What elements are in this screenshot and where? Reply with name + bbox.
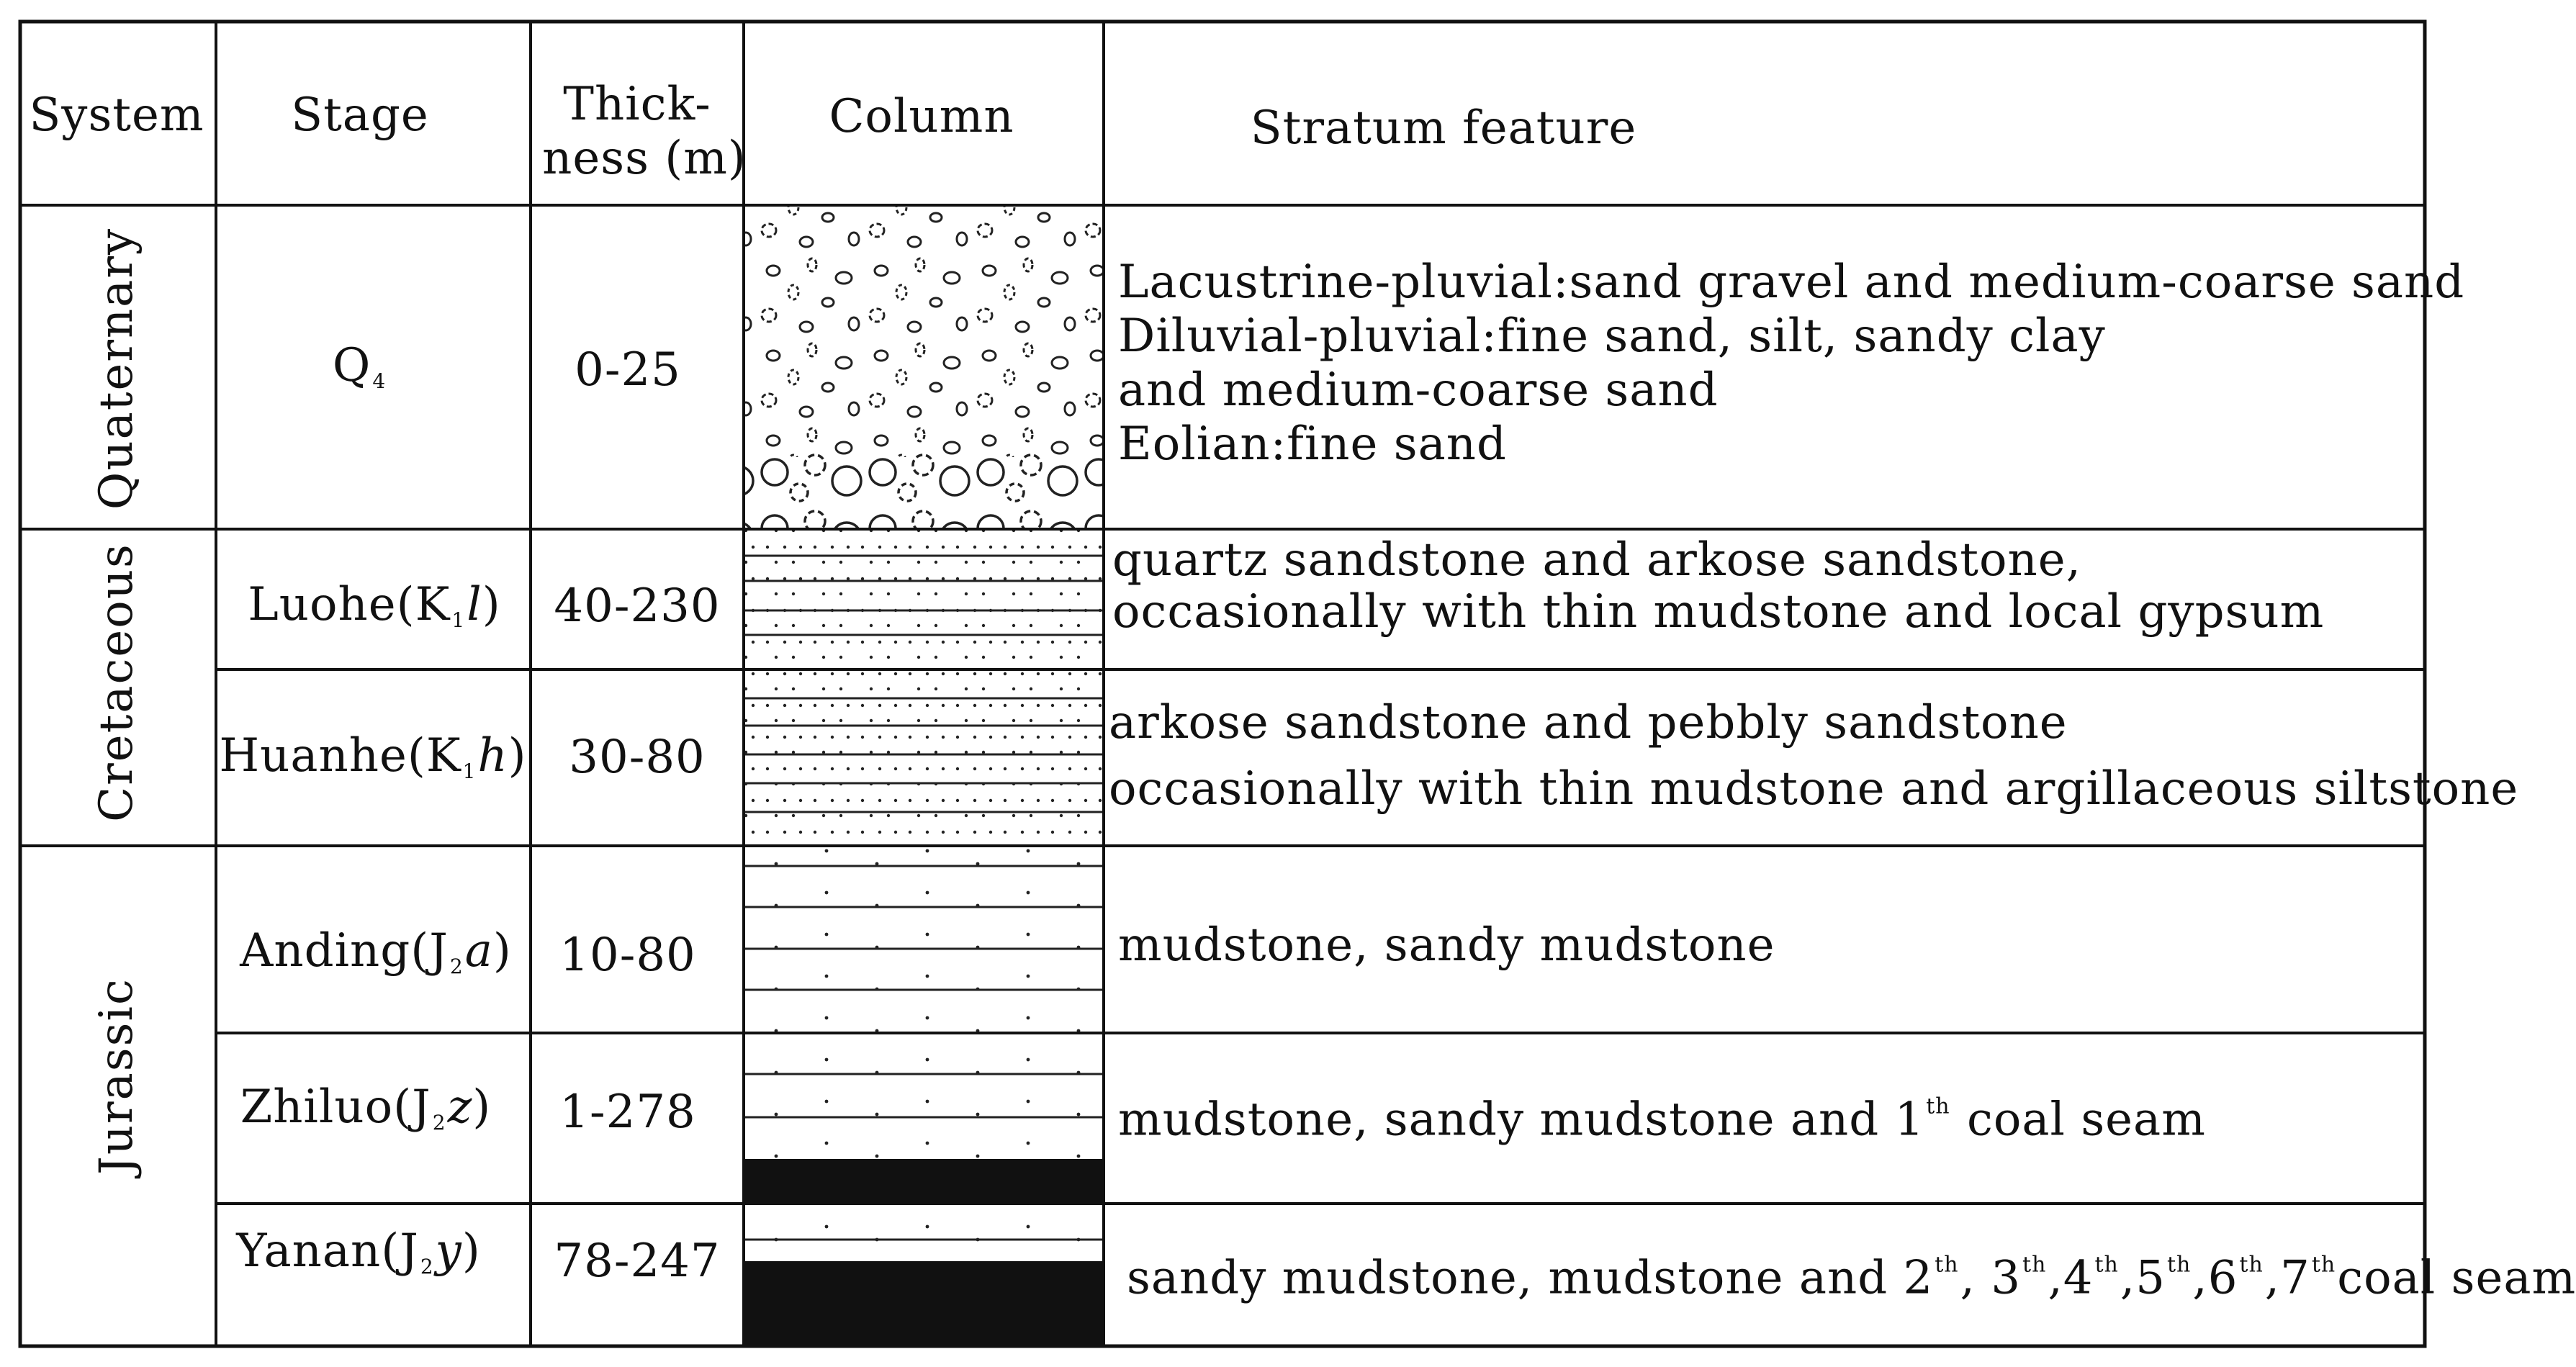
header-stratum-feature: Stratum feature (1250, 101, 1637, 155)
feature-text: ,7 (2264, 1251, 2310, 1305)
feature-yanan (1127, 1251, 2576, 1305)
stage-anding (240, 924, 512, 978)
thickness-huanhe: 30-80 (569, 731, 706, 784)
column-coal-seam-yanan (744, 1261, 1104, 1346)
system-cretaceous: Cretaceous (90, 543, 143, 822)
column-sandstone-fill-huanhe (745, 669, 1102, 846)
ordinal-suffix: th (2166, 1252, 2192, 1278)
feature-text: mudstone, sandy mudstone and 1 (1118, 1093, 1925, 1147)
stage-close: ) (482, 578, 501, 631)
stage-subscript: 2 (432, 1111, 446, 1134)
stage-subscript: 2 (449, 955, 464, 978)
feature-text: sandy mudstone, mudstone and 2 (1127, 1251, 1934, 1305)
stage-subscript: 1 (462, 759, 477, 783)
feature-q4-line2: Diluvial-pluvial:fine sand, silt, sandy clay (1118, 310, 2106, 363)
feature-luohe-line1: quartz sandstone and arkose sandstone, (1112, 533, 2081, 587)
ordinal-suffix: th (2239, 1252, 2264, 1278)
stage-subscript: 1 (451, 608, 466, 632)
stage-close: ) (508, 729, 527, 782)
thickness-luohe: 40-230 (554, 579, 721, 633)
header-thickness-line1: Thick- (563, 78, 711, 131)
stage-label: Yanan(J (236, 1224, 419, 1278)
header-system: System (29, 89, 204, 142)
stage-yanan (236, 1224, 481, 1278)
feature-text: ,4 (2048, 1251, 2094, 1305)
stage-subscript: 4 (372, 369, 387, 393)
header-column: Column (829, 90, 1014, 143)
system-quaternary: Quaternary (90, 227, 143, 510)
feature-anding: mudstone, sandy mudstone (1118, 919, 1775, 972)
stage-label: Huanhe(K (219, 729, 461, 782)
header-stage: Stage (291, 89, 429, 142)
ordinal-suffix: th (2311, 1252, 2336, 1278)
stage-label: Q (332, 339, 371, 392)
stage-symbol: y (435, 1224, 462, 1278)
feature-q4-line1: Lacustrine-pluvial:sand gravel and medium-coarse sand (1118, 256, 2465, 309)
thickness-anding: 10-80 (559, 929, 696, 982)
stage-q4 (332, 339, 387, 393)
stage-label: Luohe(K (248, 578, 451, 631)
stage-symbol: h (477, 729, 508, 782)
table-rules (20, 22, 2425, 1346)
stage-close: ) (492, 924, 512, 978)
header-thickness-line2: ness (m) (542, 132, 747, 185)
system-jurassic: Jurassic (90, 978, 143, 1175)
stage-huanhe (219, 729, 527, 783)
stage-subscript: 2 (420, 1255, 434, 1278)
feature-text: ,6 (2192, 1251, 2238, 1305)
feature-q4-line3: and medium-coarse sand (1118, 364, 1719, 417)
stage-zhiluo (240, 1080, 492, 1134)
stage-symbol: l (467, 578, 482, 631)
thickness-yanan: 78-247 (554, 1235, 721, 1288)
stage-close: ) (461, 1224, 481, 1278)
feature-luohe-line2: occasionally with thin mudstone and local gypsum (1112, 585, 2325, 639)
feature-huanhe-line2: occasionally with thin mudstone and argillaceous siltstone (1109, 762, 2519, 816)
column-coal-seam-zhiluo (744, 1159, 1104, 1204)
stage-symbol: a (464, 924, 493, 978)
feature-text: coal seam (1951, 1093, 2206, 1147)
stage-close: ) (472, 1080, 492, 1134)
thickness-zhiluo: 1-278 (559, 1086, 696, 1139)
ordinal-suffix: th (1935, 1252, 1959, 1278)
stage-label: Anding(J (240, 924, 449, 978)
feature-text: , 3 (1960, 1251, 2022, 1305)
column-pebble-fill (745, 450, 1102, 529)
feature-zhiluo (1118, 1093, 2206, 1147)
feature-text: coal seam (2337, 1251, 2576, 1305)
ordinal-suffix: th (2094, 1252, 2119, 1278)
stage-label: Zhiluo(J (240, 1080, 431, 1134)
column-sandstone-fill-luohe (745, 529, 1102, 669)
stage-luohe (248, 578, 501, 632)
ordinal-suffix: th (1926, 1093, 1950, 1119)
feature-huanhe-line1: arkose sandstone and pebbly sandstone (1109, 696, 2068, 749)
ordinal-suffix: th (2022, 1252, 2047, 1278)
column-gravel-fill (745, 205, 1102, 457)
feature-q4-line4: Eolian:fine sand (1118, 418, 1507, 471)
thickness-q4: 0-25 (575, 343, 681, 397)
feature-text: ,5 (2120, 1251, 2166, 1305)
stage-symbol: z (447, 1080, 473, 1134)
